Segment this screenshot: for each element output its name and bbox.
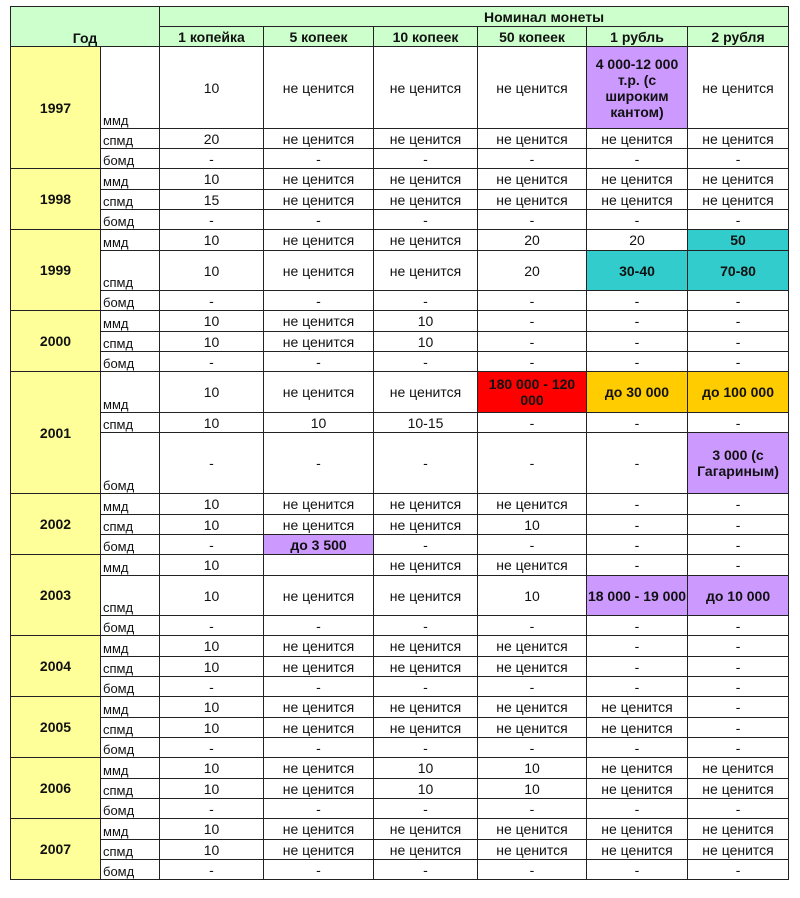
value-cell: не ценится <box>374 555 478 576</box>
year-cell: 2003 <box>11 555 101 636</box>
value-cell: не ценится <box>264 657 374 677</box>
mint-cell: ммд <box>101 372 160 413</box>
value-cell: - <box>688 738 789 758</box>
value-cell: - <box>688 291 789 311</box>
year-cell: 2005 <box>11 697 101 758</box>
value-cell: - <box>160 799 264 819</box>
mint-cell: ммд <box>101 819 160 840</box>
value-cell: 10 <box>160 251 264 291</box>
value-cell: - <box>478 332 587 352</box>
value-cell: 10 <box>160 758 264 779</box>
value-cell: 10 <box>160 311 264 332</box>
value-cell: не ценится <box>374 576 478 616</box>
value-cell: не ценится <box>478 697 587 718</box>
mint-cell: бомд <box>101 677 160 697</box>
value-cell: - <box>688 616 789 636</box>
value-cell: 10 <box>160 169 264 190</box>
mint-cell: бомд <box>101 535 160 555</box>
mint-cell: бомд <box>101 352 160 372</box>
highlighted-value-cell: до 3 500 <box>264 535 374 555</box>
table-row <box>11 515 789 535</box>
value-cell: - <box>587 860 688 880</box>
value-cell: 10 <box>374 779 478 799</box>
value-cell: не ценится <box>264 230 374 251</box>
value-cell: - <box>264 616 374 636</box>
value-cell: не ценится <box>587 840 688 860</box>
mint-cell: спмд <box>101 190 160 210</box>
table-row <box>11 311 789 332</box>
value-cell: 10 <box>374 332 478 352</box>
value-cell: не ценится <box>688 819 789 840</box>
value-cell: - <box>587 515 688 535</box>
value-cell: не ценится <box>374 515 478 535</box>
value-cell: не ценится <box>374 697 478 718</box>
table-row <box>11 190 789 210</box>
value-cell: - <box>688 535 789 555</box>
mint-cell: ммд <box>101 494 160 515</box>
value-cell: не ценится <box>264 576 374 616</box>
value-cell: - <box>587 210 688 230</box>
value-cell: - <box>587 149 688 169</box>
table-row <box>11 677 789 697</box>
value-cell: не ценится <box>374 47 478 129</box>
value-cell: 20 <box>587 230 688 251</box>
table-row <box>11 47 789 129</box>
value-cell: не ценится <box>688 779 789 799</box>
table-row <box>11 332 789 352</box>
table-row <box>11 413 789 433</box>
highlighted-value-cell: до 100 000 <box>688 372 789 413</box>
value-cell: не ценится <box>478 636 587 657</box>
value-cell: 20 <box>478 251 587 291</box>
value-cell: 10 <box>160 697 264 718</box>
value-cell: 20 <box>478 230 587 251</box>
value-cell: - <box>160 149 264 169</box>
value-cell: - <box>374 616 478 636</box>
value-cell: не ценится <box>688 758 789 779</box>
value-cell: 10 <box>478 758 587 779</box>
value-cell: - <box>587 332 688 352</box>
highlighted-value-cell: до 10 000 <box>688 576 789 616</box>
value-cell: не ценится <box>688 190 789 210</box>
value-cell: - <box>688 718 789 738</box>
value-cell: 10 <box>160 372 264 413</box>
mint-cell: спмд <box>101 779 160 799</box>
value-cell: - <box>688 555 789 576</box>
value-cell: - <box>160 433 264 494</box>
value-cell: не ценится <box>478 819 587 840</box>
value-cell: не ценится <box>374 129 478 149</box>
value-cell: - <box>587 738 688 758</box>
value-cell: 10 <box>160 657 264 677</box>
value-cell: - <box>587 352 688 372</box>
year-cell: 2000 <box>11 311 101 372</box>
value-cell: - <box>374 677 478 697</box>
value-cell: - <box>478 799 587 819</box>
value-cell: 10 <box>478 576 587 616</box>
value-cell <box>264 555 374 576</box>
value-cell: не ценится <box>374 372 478 413</box>
value-cell: - <box>478 311 587 332</box>
value-cell: 10 <box>374 758 478 779</box>
value-cell: - <box>374 149 478 169</box>
year-cell: 2001 <box>11 372 101 494</box>
value-cell: - <box>688 697 789 718</box>
value-cell: не ценится <box>374 657 478 677</box>
table-row <box>11 738 789 758</box>
mint-cell: бомд <box>101 738 160 758</box>
value-cell: не ценится <box>478 555 587 576</box>
value-cell: 10 <box>160 840 264 860</box>
year-header: Год <box>11 7 160 47</box>
highlighted-value-cell: 180 000 - 120 000 <box>478 372 587 413</box>
value-cell: не ценится <box>587 697 688 718</box>
mint-cell: бомд <box>101 433 160 494</box>
table-row <box>11 352 789 372</box>
value-cell: - <box>688 332 789 352</box>
table-row <box>11 149 789 169</box>
value-cell: - <box>478 616 587 636</box>
value-cell: не ценится <box>264 332 374 352</box>
mint-cell: ммд <box>101 636 160 657</box>
table-row <box>11 718 789 738</box>
column-header: 1 рубль <box>587 27 688 47</box>
value-cell: не ценится <box>264 190 374 210</box>
highlighted-value-cell: 18 000 - 19 000 <box>587 576 688 616</box>
value-cell: - <box>688 210 789 230</box>
year-cell: 2004 <box>11 636 101 697</box>
value-cell: - <box>160 210 264 230</box>
value-cell: - <box>478 433 587 494</box>
table-row <box>11 555 789 576</box>
value-cell: - <box>264 291 374 311</box>
year-cell: 1999 <box>11 230 101 311</box>
table-row <box>11 251 789 291</box>
mint-cell: ммд <box>101 697 160 718</box>
value-cell: не ценится <box>264 636 374 657</box>
value-cell: - <box>587 433 688 494</box>
value-cell: - <box>688 860 789 880</box>
mint-cell: ммд <box>101 230 160 251</box>
value-cell: не ценится <box>264 779 374 799</box>
value-cell: не ценится <box>587 819 688 840</box>
value-cell: не ценится <box>587 779 688 799</box>
value-cell: - <box>264 738 374 758</box>
year-cell: 1997 <box>11 47 101 169</box>
year-cell: 2007 <box>11 819 101 880</box>
value-cell: 10 <box>264 413 374 433</box>
value-cell: не ценится <box>374 840 478 860</box>
value-cell: не ценится <box>688 169 789 190</box>
table-row <box>11 230 789 251</box>
value-cell: 10-15 <box>374 413 478 433</box>
mint-cell: бомд <box>101 860 160 880</box>
highlighted-value-cell: 3 000 (с Гагариным) <box>688 433 789 494</box>
column-header: 1 копейка <box>160 27 264 47</box>
value-cell: 10 <box>160 576 264 616</box>
value-cell: не ценится <box>264 718 374 738</box>
mint-cell: спмд <box>101 515 160 535</box>
value-cell: не ценится <box>264 819 374 840</box>
value-cell: - <box>374 433 478 494</box>
value-cell: - <box>264 860 374 880</box>
value-cell: не ценится <box>478 718 587 738</box>
table-row <box>11 840 789 860</box>
value-cell: - <box>264 149 374 169</box>
value-cell: не ценится <box>688 47 789 129</box>
year-cell: 2002 <box>11 494 101 555</box>
value-cell: - <box>374 799 478 819</box>
mint-cell: бомд <box>101 291 160 311</box>
column-header: 2 рубля <box>688 27 789 47</box>
value-cell: - <box>478 149 587 169</box>
value-cell: - <box>264 799 374 819</box>
column-header: 50 копеек <box>478 27 587 47</box>
value-cell: - <box>160 535 264 555</box>
value-cell: - <box>587 636 688 657</box>
value-cell: 10 <box>160 230 264 251</box>
value-cell: - <box>478 535 587 555</box>
value-cell: не ценится <box>264 840 374 860</box>
mint-cell: ммд <box>101 169 160 190</box>
table-row <box>11 129 789 149</box>
mint-cell: ммд <box>101 47 160 129</box>
highlighted-value-cell: до 30 000 <box>587 372 688 413</box>
highlighted-value-cell: 4 000-12 000 т.р. (с широким кантом) <box>587 47 688 129</box>
highlighted-value-cell: 30-40 <box>587 251 688 291</box>
value-cell: - <box>264 210 374 230</box>
value-cell: - <box>478 738 587 758</box>
value-cell: - <box>160 616 264 636</box>
value-cell: - <box>264 352 374 372</box>
highlighted-value-cell: 50 <box>688 230 789 251</box>
value-cell: не ценится <box>478 840 587 860</box>
value-cell: 10 <box>160 494 264 515</box>
value-cell: - <box>587 616 688 636</box>
mint-cell: спмд <box>101 718 160 738</box>
coin-value-table <box>10 6 789 880</box>
value-cell: не ценится <box>478 169 587 190</box>
value-cell: не ценится <box>374 230 478 251</box>
column-header: 5 копеек <box>264 27 374 47</box>
mint-cell: спмд <box>101 413 160 433</box>
value-cell: не ценится <box>688 840 789 860</box>
table-row <box>11 433 789 494</box>
mint-cell: спмд <box>101 129 160 149</box>
value-cell: 10 <box>160 779 264 799</box>
value-cell: - <box>160 291 264 311</box>
value-cell: 10 <box>160 332 264 352</box>
value-cell: не ценится <box>374 169 478 190</box>
mint-cell: бомд <box>101 149 160 169</box>
value-cell: 20 <box>160 129 264 149</box>
table-row <box>11 210 789 230</box>
value-cell: - <box>587 657 688 677</box>
value-cell: не ценится <box>587 169 688 190</box>
denomination-header: Номинал монеты <box>160 7 789 27</box>
year-cell: 2006 <box>11 758 101 819</box>
value-cell: не ценится <box>587 758 688 779</box>
value-cell: не ценится <box>478 657 587 677</box>
value-cell: 10 <box>160 555 264 576</box>
value-cell: - <box>688 149 789 169</box>
value-cell: не ценится <box>688 129 789 149</box>
value-cell: - <box>264 433 374 494</box>
value-cell: - <box>478 291 587 311</box>
value-cell: - <box>688 677 789 697</box>
value-cell: не ценится <box>264 494 374 515</box>
year-cell: 1998 <box>11 169 101 230</box>
value-cell: - <box>587 555 688 576</box>
value-cell: не ценится <box>264 129 374 149</box>
value-cell: 10 <box>160 636 264 657</box>
table-row <box>11 819 789 840</box>
mint-cell: бомд <box>101 210 160 230</box>
value-cell: не ценится <box>478 494 587 515</box>
column-header: 10 копеек <box>374 27 478 47</box>
value-cell: не ценится <box>264 311 374 332</box>
value-cell: не ценится <box>374 251 478 291</box>
table-row <box>11 779 789 799</box>
mint-cell: спмд <box>101 576 160 616</box>
value-cell: 10 <box>160 515 264 535</box>
value-cell: 10 <box>160 718 264 738</box>
value-cell: - <box>587 535 688 555</box>
value-cell: 15 <box>160 190 264 210</box>
value-cell: - <box>160 677 264 697</box>
header-row-top <box>11 7 789 27</box>
table-row <box>11 697 789 718</box>
value-cell: - <box>478 677 587 697</box>
table-row <box>11 169 789 190</box>
mint-cell: спмд <box>101 840 160 860</box>
highlighted-value-cell: 70-80 <box>688 251 789 291</box>
value-cell: - <box>587 677 688 697</box>
value-cell: не ценится <box>264 169 374 190</box>
value-cell: 10 <box>374 311 478 332</box>
table-row <box>11 535 789 555</box>
table-body <box>11 47 789 880</box>
value-cell: - <box>688 515 789 535</box>
value-cell: не ценится <box>478 47 587 129</box>
value-cell: - <box>478 210 587 230</box>
value-cell: - <box>478 860 587 880</box>
value-cell: - <box>587 311 688 332</box>
value-cell: - <box>374 535 478 555</box>
value-cell: не ценится <box>374 819 478 840</box>
table-row <box>11 799 789 819</box>
value-cell: - <box>374 352 478 372</box>
value-cell: - <box>160 738 264 758</box>
value-cell: не ценится <box>264 515 374 535</box>
mint-cell: спмд <box>101 251 160 291</box>
value-cell: - <box>478 352 587 372</box>
value-cell: - <box>160 860 264 880</box>
mint-cell: спмд <box>101 332 160 352</box>
value-cell: - <box>587 494 688 515</box>
table-row <box>11 636 789 657</box>
table-row <box>11 657 789 677</box>
value-cell: - <box>478 413 587 433</box>
value-cell: не ценится <box>264 697 374 718</box>
table-row <box>11 372 789 413</box>
table-row <box>11 576 789 616</box>
mint-cell: ммд <box>101 555 160 576</box>
value-cell: - <box>688 413 789 433</box>
value-cell: - <box>374 210 478 230</box>
value-cell: не ценится <box>264 758 374 779</box>
value-cell: - <box>160 352 264 372</box>
value-cell: - <box>374 291 478 311</box>
value-cell: - <box>688 636 789 657</box>
value-cell: не ценится <box>374 190 478 210</box>
value-cell: - <box>374 738 478 758</box>
value-cell: не ценится <box>587 718 688 738</box>
mint-cell: бомд <box>101 799 160 819</box>
mint-cell: ммд <box>101 311 160 332</box>
value-cell: не ценится <box>264 372 374 413</box>
value-cell: не ценится <box>374 494 478 515</box>
value-cell: - <box>688 657 789 677</box>
value-cell: - <box>688 799 789 819</box>
value-cell: 10 <box>478 515 587 535</box>
value-cell: - <box>587 291 688 311</box>
mint-cell: бомд <box>101 616 160 636</box>
value-cell: - <box>264 677 374 697</box>
value-cell: 10 <box>160 819 264 840</box>
value-cell: 10 <box>160 47 264 129</box>
value-cell: не ценится <box>478 129 587 149</box>
table-row <box>11 616 789 636</box>
table-row <box>11 860 789 880</box>
value-cell: - <box>374 860 478 880</box>
value-cell: 10 <box>478 779 587 799</box>
table-row <box>11 291 789 311</box>
value-cell: не ценится <box>587 190 688 210</box>
value-cell: не ценится <box>478 190 587 210</box>
value-cell: не ценится <box>264 251 374 291</box>
value-cell: - <box>688 352 789 372</box>
value-cell: - <box>688 311 789 332</box>
value-cell: не ценится <box>374 718 478 738</box>
value-cell: - <box>688 494 789 515</box>
mint-cell: спмд <box>101 657 160 677</box>
value-cell: не ценится <box>587 129 688 149</box>
table-row <box>11 494 789 515</box>
value-cell: 10 <box>160 413 264 433</box>
table-row <box>11 758 789 779</box>
value-cell: не ценится <box>374 636 478 657</box>
value-cell: - <box>587 799 688 819</box>
mint-cell: ммд <box>101 758 160 779</box>
value-cell: - <box>587 413 688 433</box>
value-cell: не ценится <box>264 47 374 129</box>
